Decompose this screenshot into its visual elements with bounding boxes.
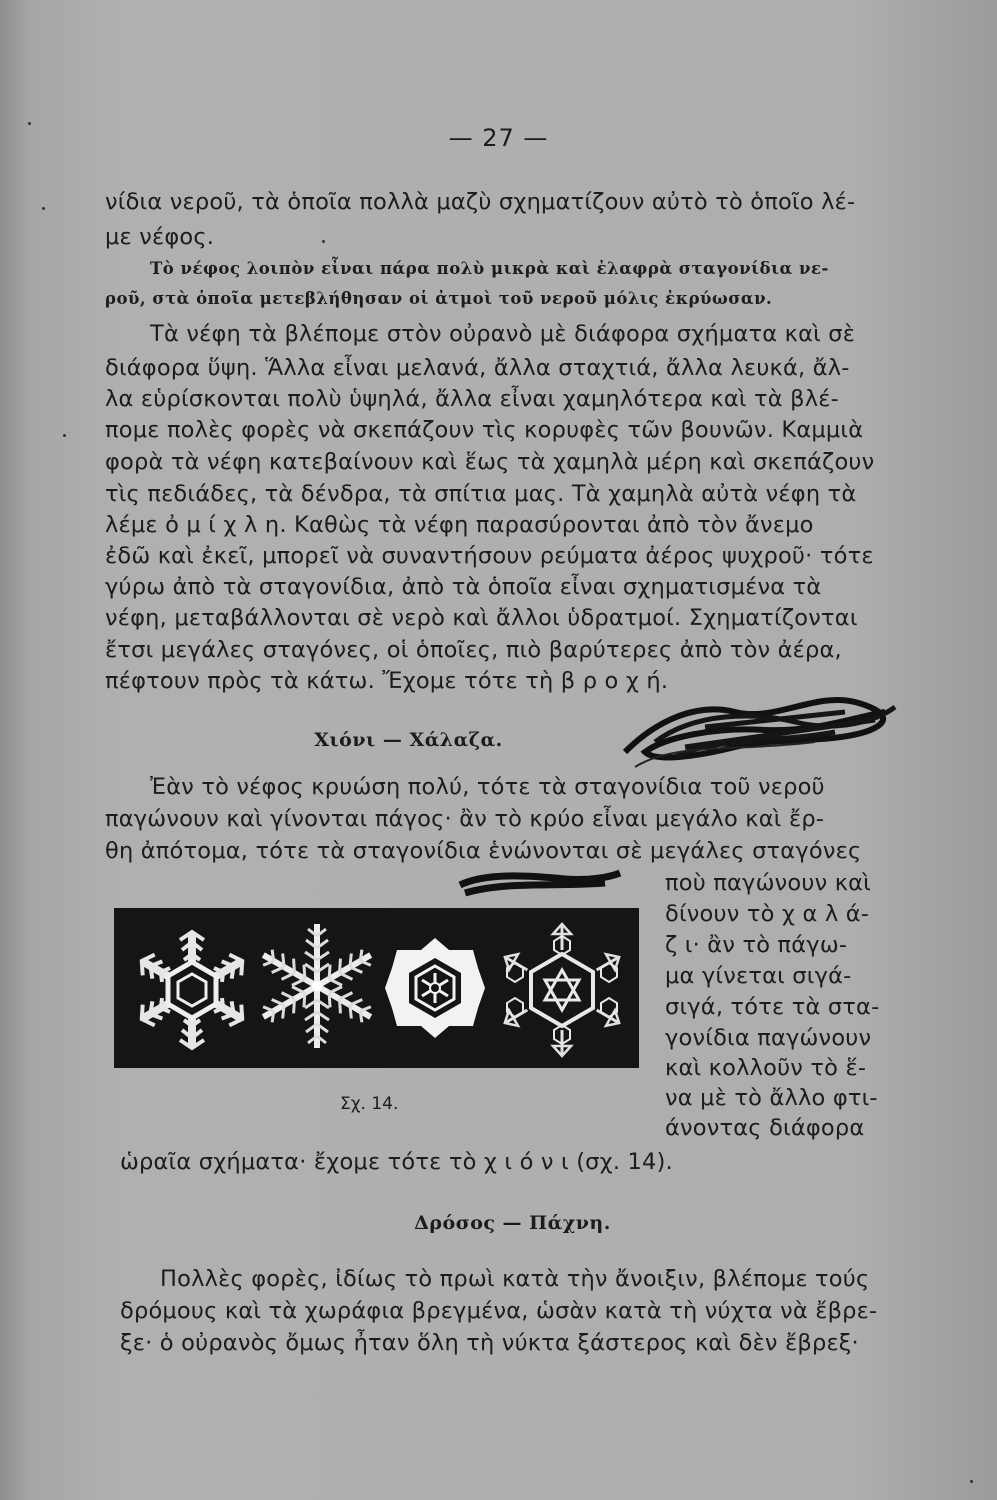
pen-scribble <box>615 682 915 782</box>
scan-speck <box>42 207 45 210</box>
text-line: φορὰ τὰ νέφη κατεβαίνουν καὶ ἕως τὰ χαμηλὰ μέρη καὶ σκεπάζουν <box>105 449 875 475</box>
text-line: δρόμους καὶ τὰ χωράφια βρεγμένα, ὡσὰν κατὰ τὴ νύχτα νὰ ἔβρε- <box>120 1298 878 1324</box>
snowflake-2 <box>257 924 376 1048</box>
text-line: λα εὑρίσκονται πολὺ ὑψηλά, ἄλλα εἶναι χαμηλότερα καὶ τὰ βλέ- <box>105 386 839 412</box>
scan-speck <box>970 1480 973 1483</box>
bold-definition-line: Τὸ νέφος λοιπὸν εἶναι πάρα πολὺ μικρὰ καὶ ἐλαφρὰ σταγονίδια νε- <box>150 259 829 278</box>
scan-speck <box>63 434 66 437</box>
text-line: άνοντας διάφορα <box>665 1115 865 1141</box>
text-line: Τὰ νέφη τὰ βλέπομε στὸν οὐρανὸ μὲ διάφορα σχήματα καὶ σὲ <box>150 321 856 347</box>
snowflake-figure <box>114 908 639 1068</box>
text-line: γύρω ἀπὸ τὰ σταγονίδια, ἀπὸ τὰ ὁποῖα εἶναι σχηματισμένα τὰ <box>105 574 822 600</box>
text-line: ἐδῶ καὶ ἐκεῖ, μπορεῖ νὰ συναντήσουν ρεύματα ἀέρος ψυχροῦ· τότε <box>105 543 874 569</box>
text-line: πέφτουν πρὸς τὰ κάτω. Ἔχομε τότε τὴ β ρ ο χ ή. <box>105 668 669 694</box>
text-line: καὶ κολλοῦν τὸ ἕ- <box>665 1055 867 1081</box>
text-line: τὶς πεδιάδες, τὰ δένδρα, τὰ σπίτια μας. Τὰ χαμηλὰ αὐτὰ νέφη τὰ <box>105 481 857 507</box>
section-heading-snow-hail: Χιόνι — Χάλαζα. <box>314 729 503 751</box>
text-line: λέμε ὀ μ ί χ λ η. Καθὼς τὰ νέφη παρασύρονται ἀπὸ τὸν ἄνεμο <box>105 512 814 538</box>
text-line: πομε πολὲς φορὲς νὰ σκεπάζουν τὶς κορυφὲς τῶν βουνῶν. Καμμιὰ <box>105 417 864 443</box>
scan-speck <box>28 122 31 125</box>
snowflake-illustration <box>114 908 639 1068</box>
scan-speck <box>322 240 325 243</box>
text-line: νέφη, μεταβάλλονται σὲ νερὸ καὶ ἄλλοι ὑδρατμοί. Σχηματίζονται <box>105 605 858 631</box>
text-line: ἔτσι μεγάλες σταγόνες, οἱ ὁποῖες, πιὸ βαρύτερες ἀπὸ τὸν ἀέρα, <box>105 637 842 663</box>
text-line: διάφορα ὕψη. Ἅλλα εἶναι μελανά, ἄλλα σταχτιά, ἄλλα λευκά, ἄλ- <box>105 355 850 381</box>
text-line: να μὲ τὸ ἄλλο φτι- <box>665 1085 878 1111</box>
text-line: ποὺ παγώνουν καὶ <box>665 870 871 896</box>
snowflake-1 <box>136 932 248 1048</box>
section-heading-dew-frost: Δρόσος — Πάχνη. <box>414 1212 611 1234</box>
text-line: νίδια νεροῦ, τὰ ὁποῖα πολλὰ μαζὺ σχηματίζουν αὐτὸ τὸ ὁποῖο λέ- <box>105 189 856 215</box>
text-line: ὡραῖα σχήματα· ἔχομε τότε τὸ χ ι ό ν ι (σχ. 14). <box>120 1149 673 1175</box>
text-line: Ἐὰν τὸ νέφος κρυώση πολύ, τότε τὰ σταγονίδια τοῦ νεροῦ <box>150 774 825 800</box>
snowflake-3 <box>385 938 485 1038</box>
snowflake-4 <box>500 924 623 1056</box>
text-line: με νέφος. <box>105 224 215 250</box>
text-line: θη ἀπότομα, τότε τὰ σταγονίδια ἑνώνονται σὲ μεγάλες σταγόνες <box>105 838 862 864</box>
text-line: ζ ι· ἂν τὸ πάγω- <box>665 932 848 958</box>
text-line: δίνουν τὸ χ α λ ά- <box>665 901 870 927</box>
figure-caption: Σχ. 14. <box>340 1094 399 1114</box>
bold-definition-line: ροῦ, στὰ ὁποῖα μετεβλήθησαν οἱ ἀτμοὶ τοῦ νεροῦ μόλις ἐκρύωσαν. <box>105 289 773 308</box>
text-line: γονίδια παγώνουν <box>665 1025 872 1051</box>
page-number: — 27 — <box>448 124 549 152</box>
text-line: Πολλὲς φορὲς, ἰδίως τὸ πρωὶ κατὰ τὴν ἄνοιξιν, βλέπομε τούς <box>160 1266 870 1292</box>
text-line: ξε· ὁ οὐρανὸς ὄμως ἦταν ὅλη τὴ νύκτα ξάστερος καὶ δὲν ἔβρεξ· <box>120 1330 859 1356</box>
text-line: σιγά, τότε τὰ στα- <box>665 994 880 1020</box>
text-line: μα γίνεται σιγά- <box>665 963 852 989</box>
pen-scribble <box>455 865 625 905</box>
text-line: παγώνουν καὶ γίνονται πάγος· ἂν τὸ κρύο εἶναι μεγάλο καὶ ἔρ- <box>105 806 825 832</box>
